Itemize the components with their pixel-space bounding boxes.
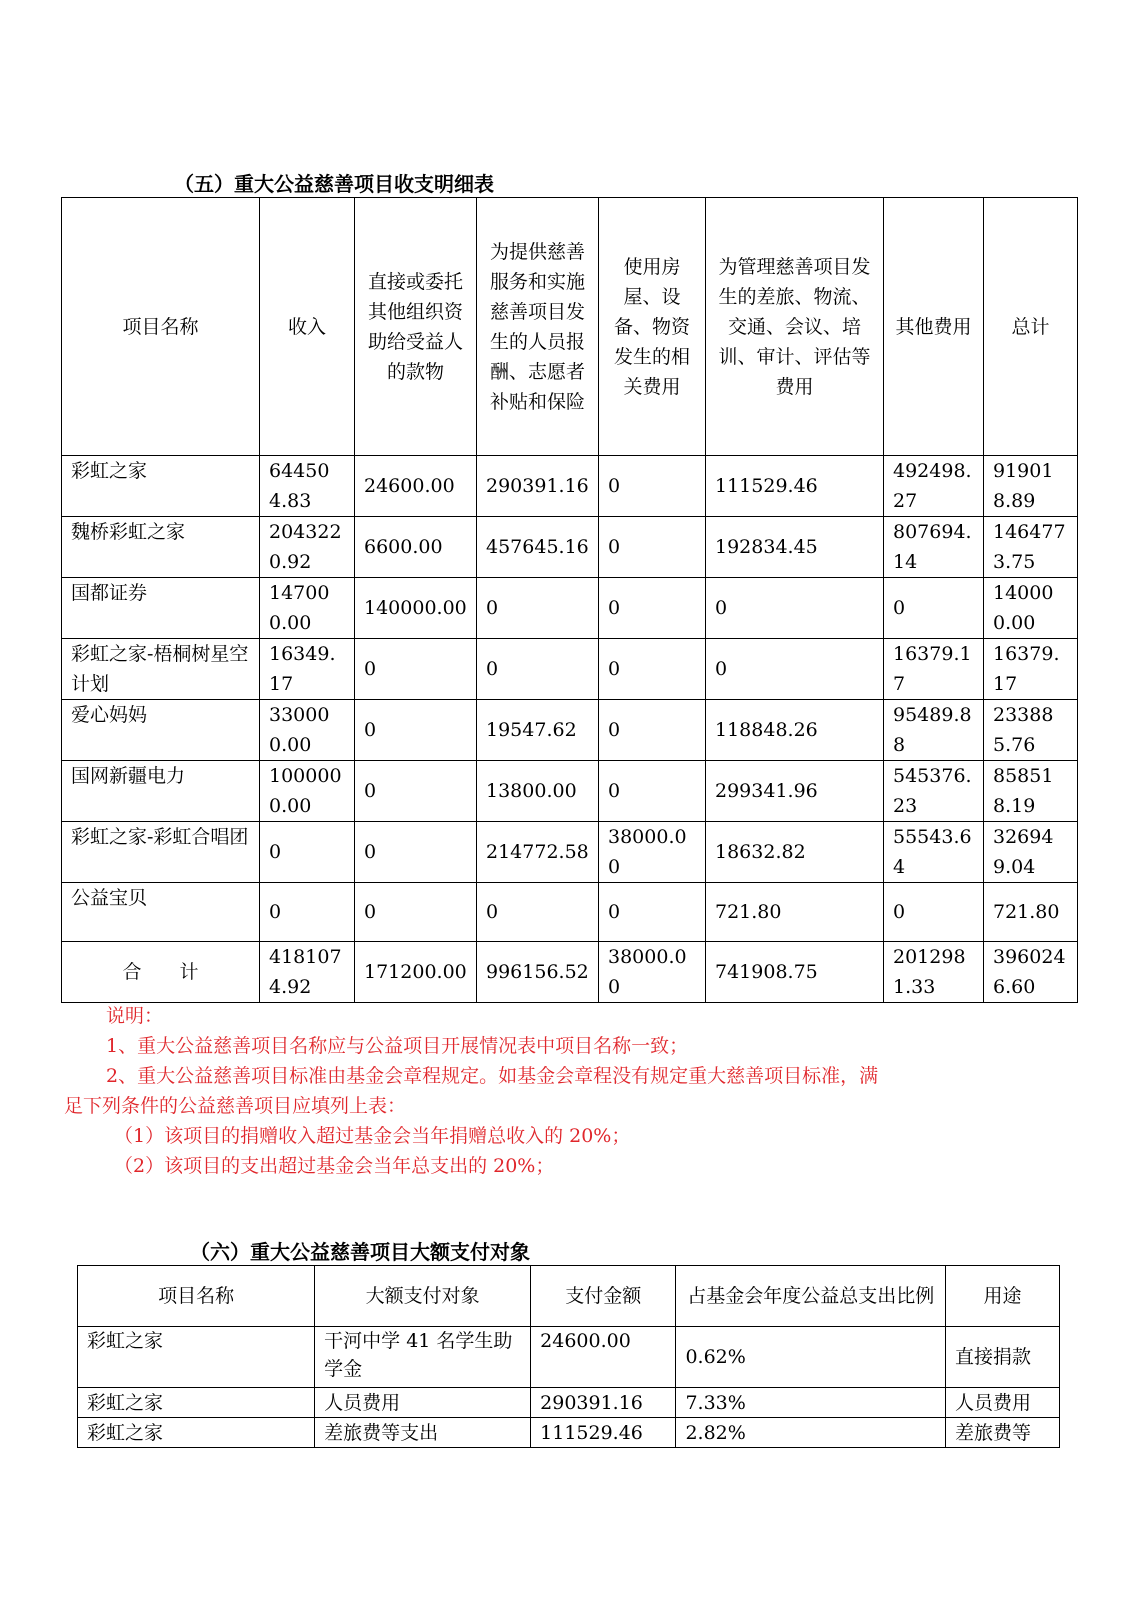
cell-other-cost: 2012981.33 xyxy=(884,942,984,1003)
table-header-row xyxy=(78,1266,1060,1327)
cell-direct-funding: 171200.00 xyxy=(355,942,477,1003)
header-project-name: 项目名称 xyxy=(62,198,260,456)
cell-other-cost: 95489.88 xyxy=(884,700,984,761)
cell-direct-funding: 0 xyxy=(355,700,477,761)
cell-purpose: 差旅费等 xyxy=(945,1418,1059,1448)
cell-total: 1464773.75 xyxy=(984,517,1078,578)
cell-management-cost: 18632.82 xyxy=(706,822,884,883)
cell-direct-funding: 0 xyxy=(355,761,477,822)
cell-other-cost: 16379.17 xyxy=(884,639,984,700)
cell-ratio: 0.62% xyxy=(676,1327,945,1388)
cell-personnel-cost: 457645.16 xyxy=(477,517,599,578)
cell-income: 2043220.92 xyxy=(260,517,355,578)
cell-management-cost: 299341.96 xyxy=(706,761,884,822)
cell-income: 0 xyxy=(260,822,355,883)
cell-management-cost: 0 xyxy=(706,639,884,700)
cell-total: 16379.17 xyxy=(984,639,1078,700)
cell-direct-funding: 24600.00 xyxy=(355,456,477,517)
cell-direct-funding: 0 xyxy=(355,639,477,700)
header-project-name: 项目名称 xyxy=(78,1266,315,1327)
cell-personnel-cost: 0 xyxy=(477,883,599,942)
cell-management-cost: 118848.26 xyxy=(706,700,884,761)
cell-project-name: 彩虹之家 xyxy=(78,1388,315,1418)
cell-personnel-cost: 0 xyxy=(477,639,599,700)
cell-purpose: 直接捐款 xyxy=(945,1327,1059,1388)
cell-personnel-cost: 996156.52 xyxy=(477,942,599,1003)
notes-heading: 说明： xyxy=(106,1005,164,1027)
cell-personnel-cost: 214772.58 xyxy=(477,822,599,883)
cell-other-cost: 492498.27 xyxy=(884,456,984,517)
cell-project-name: 彩虹之家 xyxy=(62,456,260,517)
cell-facility-cost: 38000.00 xyxy=(599,822,706,883)
cell-facility-cost: 0 xyxy=(599,700,706,761)
cell-direct-funding: 0 xyxy=(355,883,477,942)
header-payee: 大额支付对象 xyxy=(315,1266,531,1327)
cell-income: 0 xyxy=(260,883,355,942)
cell-total: 3960246.60 xyxy=(984,942,1078,1003)
cell-total: 919018.89 xyxy=(984,456,1078,517)
cell-project-name: 彩虹之家-彩虹合唱团 xyxy=(62,822,260,883)
header-personnel-cost: 为提供慈善服务和实施慈善项目发生的人员报酬、志愿者补贴和保险 xyxy=(477,198,599,456)
cell-income: 16349.17 xyxy=(260,639,355,700)
table-row xyxy=(62,517,1078,578)
cell-facility-cost: 38000.00 xyxy=(599,942,706,1003)
cell-total: 721.80 xyxy=(984,883,1078,942)
cell-personnel-cost: 13800.00 xyxy=(477,761,599,822)
header-income: 收入 xyxy=(260,198,355,456)
header-facility-cost: 使用房屋、设备、物资发生的相关费用 xyxy=(599,198,706,456)
table-header-row xyxy=(62,198,1078,456)
header-direct-funding: 直接或委托其他组织资助给受益人的款物 xyxy=(355,198,477,456)
cell-facility-cost: 0 xyxy=(599,517,706,578)
section6-title: （六）重大公益慈善项目大额支付对象 xyxy=(190,1240,530,1264)
cell-facility-cost: 0 xyxy=(599,883,706,942)
cell-ratio: 2.82% xyxy=(676,1418,945,1448)
header-other-cost: 其他费用 xyxy=(884,198,984,456)
cell-income: 644504.83 xyxy=(260,456,355,517)
cell-payee: 差旅费等支出 xyxy=(315,1418,531,1448)
table-row xyxy=(78,1327,1060,1388)
note-item: （2）该项目的支出超过基金会当年总支出的 20%； xyxy=(114,1155,555,1177)
cell-personnel-cost: 290391.16 xyxy=(477,456,599,517)
table-row xyxy=(62,456,1078,517)
cell-income: 147000.00 xyxy=(260,578,355,639)
table-row xyxy=(62,700,1078,761)
cell-income: 330000.00 xyxy=(260,700,355,761)
cell-management-cost: 0 xyxy=(706,578,884,639)
cell-purpose: 人员费用 xyxy=(945,1388,1059,1418)
cell-other-cost: 0 xyxy=(884,578,984,639)
table-row xyxy=(62,639,1078,700)
large-payment-recipients-table xyxy=(77,1265,1060,1448)
cell-personnel-cost: 0 xyxy=(477,578,599,639)
cell-personnel-cost: 19547.62 xyxy=(477,700,599,761)
cell-project-name: 国网新疆电力 xyxy=(62,761,260,822)
cell-total: 858518.19 xyxy=(984,761,1078,822)
cell-other-cost: 0 xyxy=(884,883,984,942)
header-ratio: 占基金会年度公益总支出比例 xyxy=(676,1266,945,1327)
cell-payee: 干河中学 41 名学生助学金 xyxy=(315,1327,531,1388)
table-row xyxy=(78,1388,1060,1418)
cell-project-name: 公益宝贝 xyxy=(62,883,260,942)
table-row xyxy=(62,822,1078,883)
cell-direct-funding: 6600.00 xyxy=(355,517,477,578)
total-row xyxy=(62,942,1078,1003)
header-amount: 支付金额 xyxy=(531,1266,676,1327)
cell-amount: 24600.00 xyxy=(531,1327,676,1388)
cell-management-cost: 111529.46 xyxy=(706,456,884,517)
section5-title: （五）重大公益慈善项目收支明细表 xyxy=(174,172,494,196)
cell-total: 326949.04 xyxy=(984,822,1078,883)
cell-other-cost: 545376.23 xyxy=(884,761,984,822)
major-project-income-expense-table xyxy=(61,197,1078,1003)
cell-payee: 人员费用 xyxy=(315,1388,531,1418)
notes xyxy=(64,1001,984,1181)
cell-income: 4181074.92 xyxy=(260,942,355,1003)
cell-amount: 290391.16 xyxy=(531,1388,676,1418)
cell-total: 140000.00 xyxy=(984,578,1078,639)
cell-management-cost: 741908.75 xyxy=(706,942,884,1003)
cell-project-name: 彩虹之家 xyxy=(78,1327,315,1388)
table-row xyxy=(62,761,1078,822)
cell-facility-cost: 0 xyxy=(599,578,706,639)
cell-project-name: 彩虹之家 xyxy=(78,1418,315,1448)
header-management-cost: 为管理慈善项目发生的差旅、物流、交通、会议、培训、审计、评估等费用 xyxy=(706,198,884,456)
note-item: 足下列条件的公益慈善项目应填列上表： xyxy=(64,1095,407,1117)
cell-other-cost: 55543.64 xyxy=(884,822,984,883)
note-item: （1）该项目的捐赠收入超过基金会当年捐赠总收入的 20%； xyxy=(114,1125,631,1147)
cell-direct-funding: 0 xyxy=(355,822,477,883)
cell-project-name: 国都证券 xyxy=(62,578,260,639)
header-purpose: 用途 xyxy=(945,1266,1059,1327)
cell-project-name: 魏桥彩虹之家 xyxy=(62,517,260,578)
cell-ratio: 7.33% xyxy=(676,1388,945,1418)
cell-project-name: 爱心妈妈 xyxy=(62,700,260,761)
header-total: 总计 xyxy=(984,198,1078,456)
cell-amount: 111529.46 xyxy=(531,1418,676,1448)
cell-management-cost: 192834.45 xyxy=(706,517,884,578)
table-row xyxy=(62,883,1078,942)
cell-project-name: 合 计 xyxy=(62,942,260,1003)
cell-project-name: 彩虹之家-梧桐树星空计划 xyxy=(62,639,260,700)
cell-direct-funding: 140000.00 xyxy=(355,578,477,639)
table-row xyxy=(78,1418,1060,1448)
cell-total: 233885.76 xyxy=(984,700,1078,761)
cell-facility-cost: 0 xyxy=(599,639,706,700)
cell-facility-cost: 0 xyxy=(599,456,706,517)
cell-income: 1000000.00 xyxy=(260,761,355,822)
cell-management-cost: 721.80 xyxy=(706,883,884,942)
cell-facility-cost: 0 xyxy=(599,761,706,822)
note-item: 2、重大公益慈善项目标准由基金会章程规定。如基金会章程没有规定重大慈善项目标准，满 xyxy=(106,1065,879,1087)
cell-other-cost: 807694.14 xyxy=(884,517,984,578)
note-item: 1、重大公益慈善项目名称应与公益项目开展情况表中项目名称一致； xyxy=(106,1035,689,1057)
table-row xyxy=(62,578,1078,639)
